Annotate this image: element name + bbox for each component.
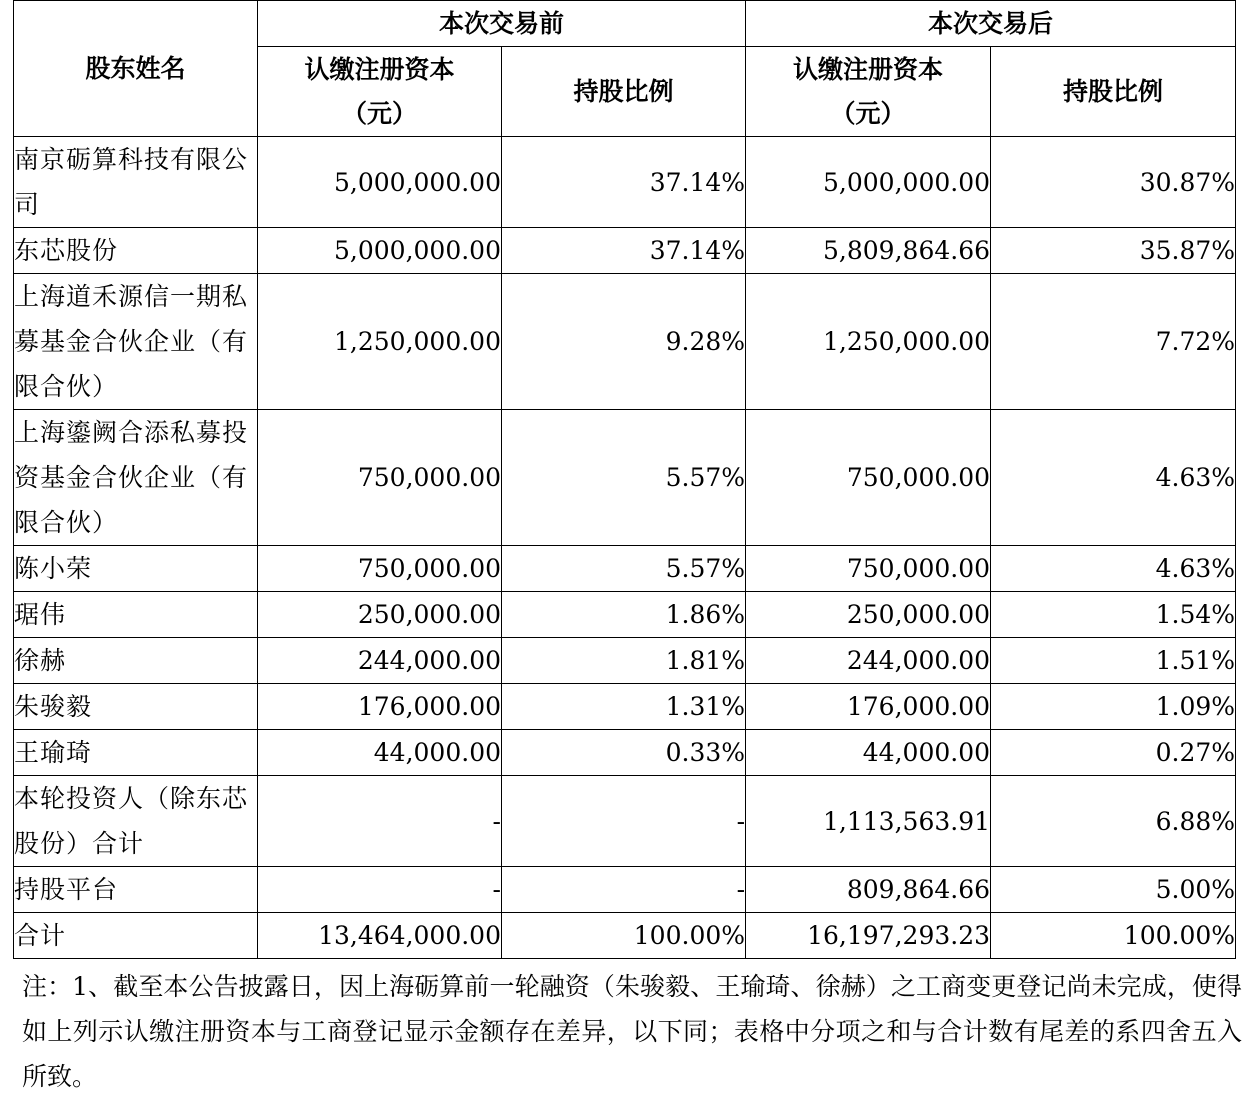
before-capital: - <box>258 776 502 867</box>
table-row-total <box>14 913 1236 959</box>
table-row <box>14 776 1236 867</box>
table-row <box>14 228 1236 274</box>
table-row <box>14 730 1236 776</box>
shareholder-name: 南京砺算科技有限公司 <box>14 137 258 228</box>
before-ratio: 5.57% <box>502 410 746 546</box>
shareholder-name: 东芯股份 <box>14 228 258 274</box>
header-after-capital-line2: （元） <box>830 98 906 128</box>
before-capital: 1,250,000.00 <box>258 274 502 410</box>
table-footnote: 注：1、截至本公告披露日，因上海砺算前一轮融资（朱骏毅、王瑜琦、徐赫）之工商变更登记尚未完成，使得如上列示认缴注册资本与工商登记显示金额存在差异，以下同；表格中分项之和与合计数有尾差的系四舍五入所致。 <box>22 972 1242 1091</box>
after-capital: 250,000.00 <box>746 592 991 638</box>
header-after-ratio: 持股比例 <box>991 47 1236 137</box>
shareholder-name: 朱骏毅 <box>14 684 258 730</box>
shareholder-name: 持股平台 <box>14 867 258 913</box>
after-ratio: 6.88% <box>991 776 1236 867</box>
table-row <box>14 274 1236 410</box>
before-ratio: - <box>502 867 746 913</box>
before-capital: 750,000.00 <box>258 546 502 592</box>
header-before-transaction: 本次交易前 <box>258 1 746 47</box>
after-ratio: 1.51% <box>991 638 1236 684</box>
after-capital: 809,864.66 <box>746 867 991 913</box>
after-capital: 44,000.00 <box>746 730 991 776</box>
table-row <box>14 546 1236 592</box>
before-ratio: 100.00% <box>502 913 746 959</box>
header-before-capital-line1: 认缴注册资本 <box>304 54 455 84</box>
table-row <box>14 410 1236 546</box>
shareholder-name: 上海鎏阙合添私募投资基金合伙企业（有限合伙） <box>14 410 258 546</box>
before-ratio: 5.57% <box>502 546 746 592</box>
after-ratio: 4.63% <box>991 546 1236 592</box>
header-before-capital <box>258 47 502 137</box>
before-capital: 5,000,000.00 <box>258 228 502 274</box>
before-ratio: 37.14% <box>502 137 746 228</box>
table-row <box>14 592 1236 638</box>
header-shareholder-name: 股东姓名 <box>14 1 258 137</box>
before-capital: 44,000.00 <box>258 730 502 776</box>
before-capital: 5,000,000.00 <box>258 137 502 228</box>
after-capital: 5,000,000.00 <box>746 137 991 228</box>
after-ratio: 1.54% <box>991 592 1236 638</box>
shareholding-table <box>13 0 1236 959</box>
shareholder-name: 琚伟 <box>14 592 258 638</box>
before-capital: - <box>258 867 502 913</box>
before-ratio: 37.14% <box>502 228 746 274</box>
header-after-capital-line1: 认缴注册资本 <box>793 54 944 84</box>
after-ratio: 35.87% <box>991 228 1236 274</box>
before-capital: 250,000.00 <box>258 592 502 638</box>
before-capital: 13,464,000.00 <box>258 913 502 959</box>
after-capital: 176,000.00 <box>746 684 991 730</box>
after-ratio: 100.00% <box>991 913 1236 959</box>
shareholder-name: 陈小荣 <box>14 546 258 592</box>
after-capital: 16,197,293.23 <box>746 913 991 959</box>
shareholder-name: 徐赫 <box>14 638 258 684</box>
before-ratio: - <box>502 776 746 867</box>
before-ratio: 1.31% <box>502 684 746 730</box>
shareholder-name: 本轮投资人（除东芯股份）合计 <box>14 776 258 867</box>
after-ratio: 7.72% <box>991 274 1236 410</box>
header-after-capital <box>746 47 991 137</box>
header-before-ratio: 持股比例 <box>502 47 746 137</box>
table-row <box>14 867 1236 913</box>
table-row <box>14 137 1236 228</box>
after-capital: 1,113,563.91 <box>746 776 991 867</box>
after-capital: 5,809,864.66 <box>746 228 991 274</box>
shareholder-name: 王瑜琦 <box>14 730 258 776</box>
after-ratio: 4.63% <box>991 410 1236 546</box>
after-ratio: 0.27% <box>991 730 1236 776</box>
before-ratio: 1.81% <box>502 638 746 684</box>
header-before-capital-line2: （元） <box>341 98 417 128</box>
before-ratio: 9.28% <box>502 274 746 410</box>
after-ratio: 5.00% <box>991 867 1236 913</box>
table-row <box>14 638 1236 684</box>
header-after-transaction: 本次交易后 <box>746 1 1236 47</box>
after-capital: 750,000.00 <box>746 410 991 546</box>
before-capital: 750,000.00 <box>258 410 502 546</box>
before-ratio: 1.86% <box>502 592 746 638</box>
after-capital: 244,000.00 <box>746 638 991 684</box>
before-capital: 244,000.00 <box>258 638 502 684</box>
before-ratio: 0.33% <box>502 730 746 776</box>
after-capital: 1,250,000.00 <box>746 274 991 410</box>
after-ratio: 1.09% <box>991 684 1236 730</box>
shareholder-name: 上海道禾源信一期私募基金合伙企业（有限合伙） <box>14 274 258 410</box>
before-capital: 176,000.00 <box>258 684 502 730</box>
table-row <box>14 684 1236 730</box>
shareholder-name: 合计 <box>14 913 258 959</box>
after-ratio: 30.87% <box>991 137 1236 228</box>
after-capital: 750,000.00 <box>746 546 991 592</box>
